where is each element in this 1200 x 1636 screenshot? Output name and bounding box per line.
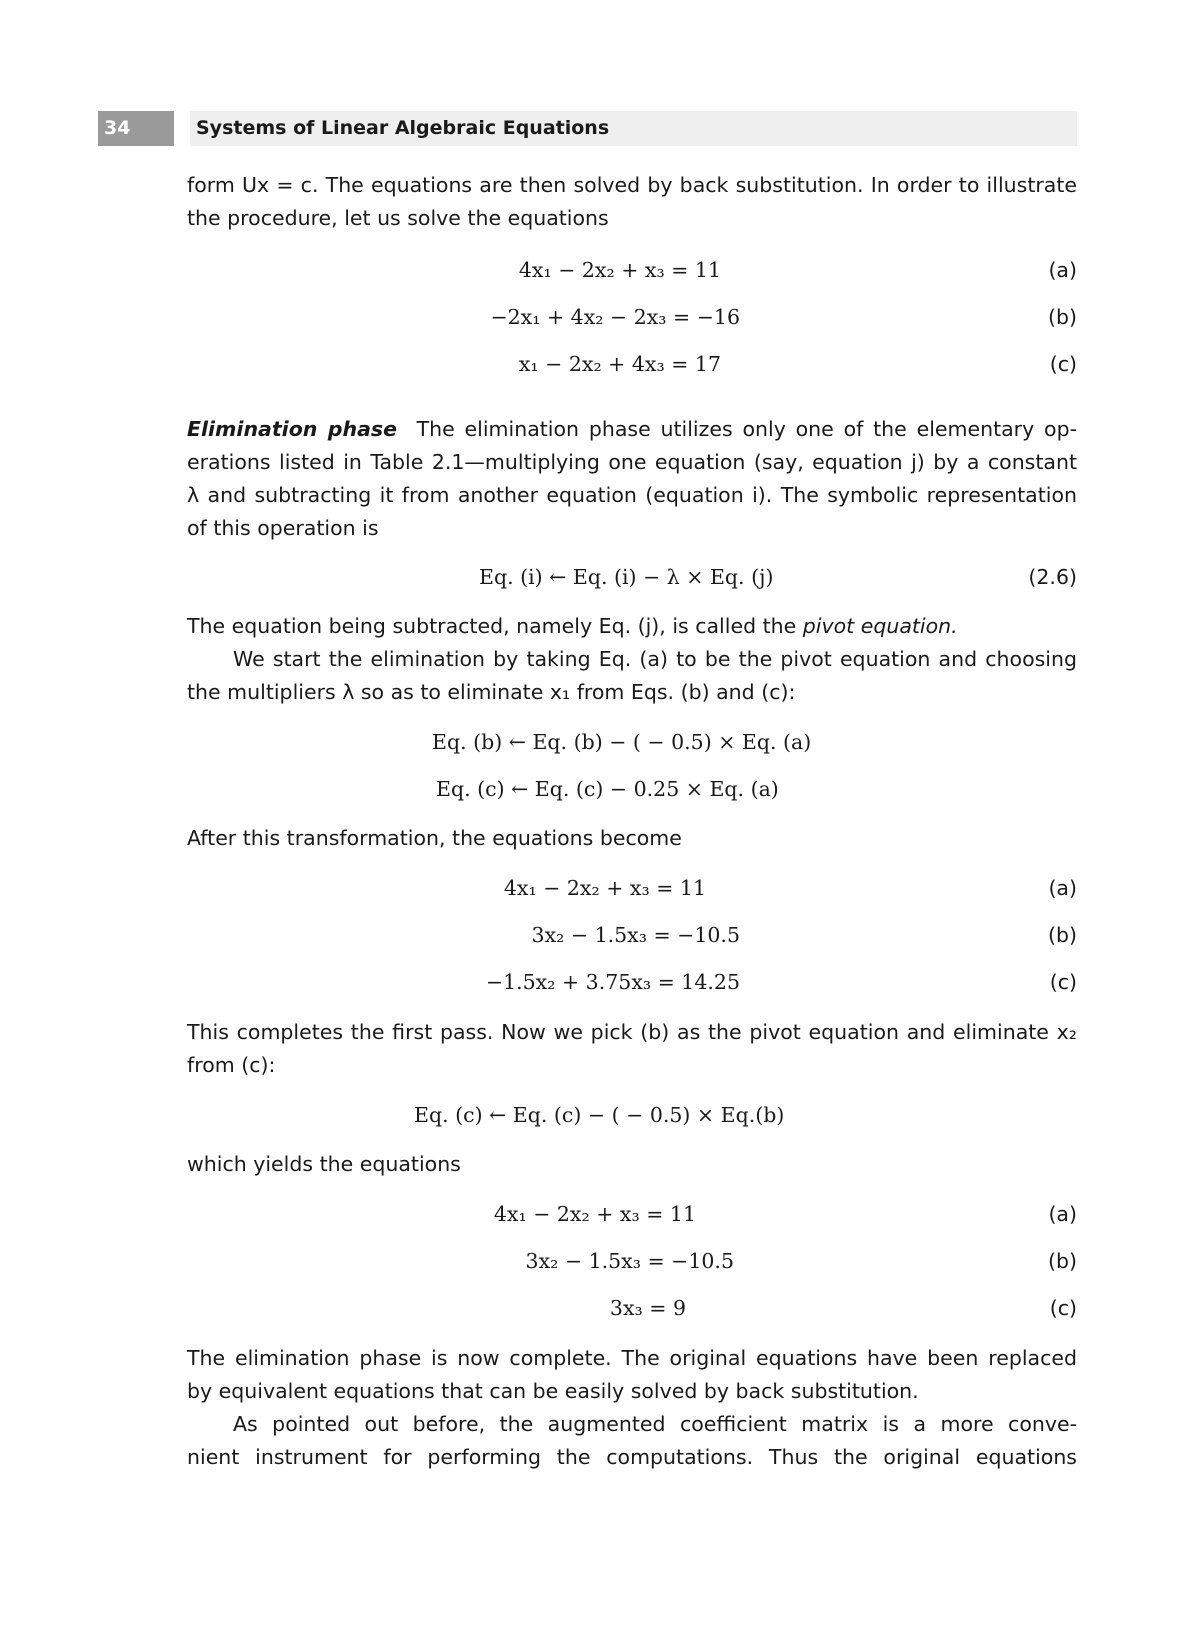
equation-label: (c)	[1049, 970, 1077, 994]
pivot-term: pivot equation.	[802, 614, 958, 638]
equation-body: 3x₂ − 1.5x₃ = −10.5	[525, 1249, 734, 1273]
equation-2-6	[187, 562, 1077, 592]
equation-3c	[187, 1293, 1077, 1323]
equation-body: 4x₁ − 2x₂ + x₃ = 11	[493, 1202, 696, 1226]
closing-line-2: by equivalent equations that can be easily solved by back substitution.	[187, 1379, 919, 1403]
equation-body: Eq. (c) ← Eq. (c) − ( − 0.5) × Eq.(b)	[414, 1103, 785, 1127]
intro-line-2: the procedure, let us solve the equations	[187, 206, 609, 230]
equation-body: 3x₂ − 1.5x₃ = −10.5	[531, 923, 740, 947]
pass-line-1: This completes the first pass. Now we pick (b) as the pivot equation and eliminate x₂	[187, 1020, 1077, 1044]
page-number: 34	[98, 111, 174, 146]
equation-label: (b)	[1047, 923, 1077, 947]
equation-3a	[187, 1199, 1077, 1229]
elimination-line-3: λ and subtracting it from another equation (equation i). The symbolic representation	[187, 483, 1077, 507]
equation-body: −2x₁ + 4x₂ − 2x₃ = −16	[490, 305, 740, 329]
elimination-line-2: erations listed in Table 2.1—multiplying one equation (say, equation j) by a constant	[187, 450, 1077, 474]
pivot-definition: The equation being subtracted, namely Eq. (j), is called the pivot equation.	[187, 614, 958, 638]
equation-1a	[187, 255, 1077, 285]
equation-body: 4x₁ − 2x₂ + x₃ = 11	[518, 258, 721, 282]
operation-2	[187, 774, 1077, 804]
equation-body: 4x₁ − 2x₂ + x₃ = 11	[503, 876, 706, 900]
equation-body: Eq. (i) ← Eq. (i) − λ × Eq. (j)	[479, 565, 774, 589]
closing-line-4: nient instrument for performing the computations. Thus the original equations	[187, 1445, 1077, 1469]
elimination-line-4: of this operation is	[187, 516, 379, 540]
equation-label: (c)	[1049, 1296, 1077, 1320]
operation-3	[187, 1100, 1077, 1130]
equation-body: 3x₃ = 9	[609, 1296, 686, 1320]
pass-line-2: from (c):	[187, 1053, 276, 1077]
equation-label: (b)	[1047, 1249, 1077, 1273]
equation-body: −1.5x₂ + 3.75x₃ = 14.25	[485, 970, 740, 994]
equation-body: Eq. (b) ← Eq. (b) − ( − 0.5) × Eq. (a)	[432, 730, 812, 754]
yields-line: which yields the equations	[187, 1152, 461, 1176]
equation-2c	[187, 967, 1077, 997]
equation-body: Eq. (c) ← Eq. (c) − 0.25 × Eq. (a)	[436, 777, 779, 801]
equation-body: x₁ − 2x₂ + 4x₃ = 17	[518, 352, 721, 376]
elimination-line-1: Elimination phase The elimination phase utilizes only one of the elementary op-	[187, 417, 1077, 441]
equation-label: (a)	[1048, 876, 1077, 900]
running-header	[98, 111, 1077, 146]
equation-label: (2.6)	[1028, 565, 1077, 589]
intro-line-1: form Ux = c. The equations are then solved by back substitution. In order to illustrate	[187, 173, 1077, 197]
closing-line-1: The elimination phase is now complete. The original equations have been replaced	[187, 1346, 1077, 1370]
equation-label: (a)	[1048, 258, 1077, 282]
equation-label: (a)	[1048, 1202, 1077, 1226]
equation-label: (b)	[1047, 305, 1077, 329]
start-line-2: the multipliers λ so as to eliminate x₁ from Eqs. (b) and (c):	[187, 680, 796, 704]
running-title: Systems of Linear Algebraic Equations	[190, 111, 1077, 146]
equation-label: (c)	[1049, 352, 1077, 376]
equation-2a	[187, 873, 1077, 903]
after-line: After this transformation, the equations become	[187, 826, 682, 850]
start-line-1: We start the elimination by taking Eq. (a) to be the pivot equation and choosing	[233, 647, 1077, 671]
section-heading: Elimination phase	[187, 417, 398, 441]
operation-1	[187, 727, 1077, 757]
equation-1c	[187, 349, 1077, 379]
equation-2b	[187, 920, 1077, 950]
closing-line-3: As pointed out before, the augmented coefficient matrix is a more conve-	[233, 1412, 1077, 1436]
equation-3b	[187, 1246, 1077, 1276]
equation-1b	[187, 302, 1077, 332]
